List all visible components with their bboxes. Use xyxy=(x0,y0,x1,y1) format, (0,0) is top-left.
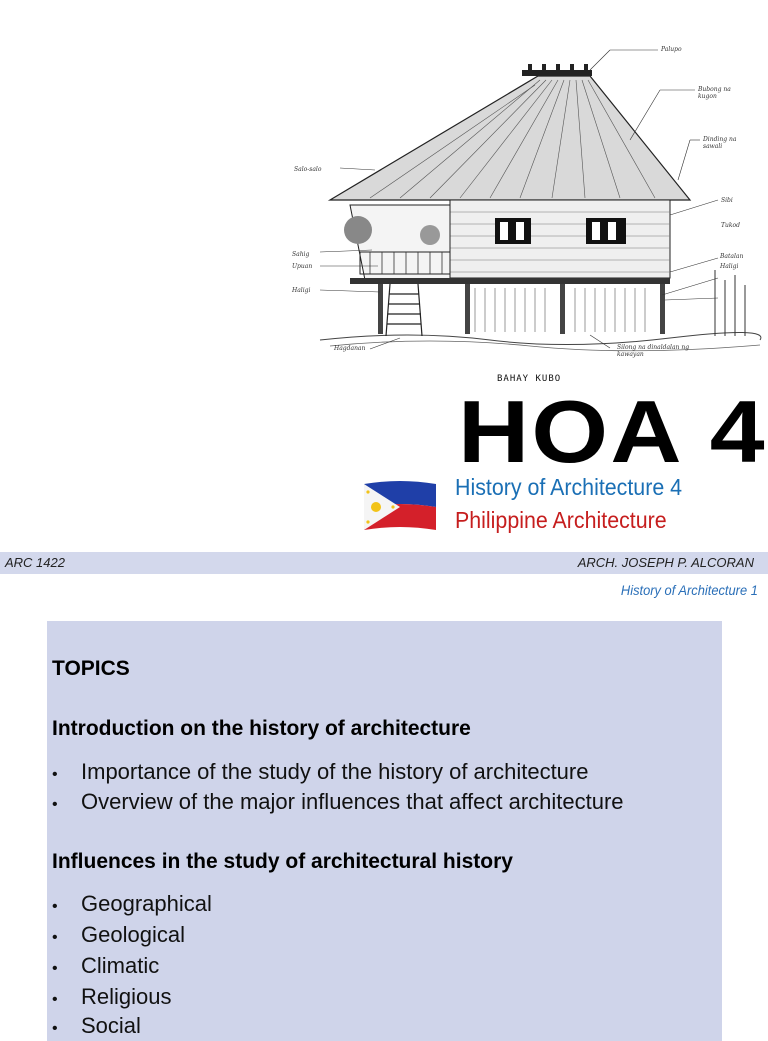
callout-sahig: Sahig xyxy=(292,251,310,258)
callout-silong: Silong na dinaldalan ng kawayan xyxy=(617,344,690,358)
callout-upuan: Upuan xyxy=(292,263,313,270)
list-item xyxy=(52,891,212,917)
section-heading-introduction: Introduction on the history of architecture xyxy=(52,717,471,740)
topics-panel xyxy=(47,621,722,1041)
callout-batalan: Batalan xyxy=(720,253,744,260)
callout-palupo: Palupo xyxy=(661,46,682,53)
list-item xyxy=(52,984,172,1010)
list-item xyxy=(52,789,624,815)
section-heading-influences: Influences in the study of architectural history xyxy=(52,850,513,873)
list-item xyxy=(52,922,185,948)
list-item xyxy=(52,759,588,785)
slide-footer xyxy=(0,552,768,574)
topics-heading: TOPICS xyxy=(52,657,130,680)
callout-tukod: Tukod xyxy=(721,222,740,229)
callout-haligi-left: Haligi xyxy=(292,287,311,294)
callout-bubong: Bubong na kugon xyxy=(698,86,731,100)
subtitle-philippine: Philippine Architecture xyxy=(455,507,667,533)
bullet-icon: • xyxy=(52,960,58,977)
bullet-icon: • xyxy=(52,766,58,783)
page-title: HOA 4 xyxy=(458,382,767,481)
callout-sibi: Sibi xyxy=(721,197,733,204)
bullet-icon: • xyxy=(52,929,58,946)
list-item-text: Geographical xyxy=(81,891,212,916)
philippine-flag-icon xyxy=(360,478,440,536)
list-item-text: Geological xyxy=(81,922,185,947)
list-item-text: Religious xyxy=(81,984,172,1009)
list-item-text: Overview of the major influences that affect architecture xyxy=(81,789,624,814)
callout-hagdanan: Hagdanan xyxy=(334,345,366,352)
callout-haligi-right: Haligi xyxy=(720,263,739,270)
course-code: ARC 1422 xyxy=(5,555,65,570)
bullet-icon: • xyxy=(52,1020,58,1037)
list-item-text: Importance of the study of the history of architecture xyxy=(81,759,589,784)
subtitle-history: History of Architecture 4 xyxy=(455,474,683,500)
callout-dinding: Dinding na sawali xyxy=(703,136,737,150)
bullet-icon: • xyxy=(52,991,58,1008)
callout-salo-salo: Salo-salo xyxy=(294,166,322,173)
list-item-text: Climatic xyxy=(81,953,160,978)
list-item xyxy=(52,953,159,979)
bahay-kubo-illustration xyxy=(290,40,765,370)
list-item xyxy=(52,1013,141,1039)
list-item-text: Social xyxy=(81,1013,141,1038)
bullet-icon: • xyxy=(52,796,58,813)
instructor-name: ARCH. JOSEPH P. ALCORAN xyxy=(577,555,754,570)
illustration-caption: BAHAY KUBO xyxy=(497,374,562,384)
bullet-icon: • xyxy=(52,898,58,915)
subject-label: History of Architecture 1 xyxy=(621,582,758,598)
